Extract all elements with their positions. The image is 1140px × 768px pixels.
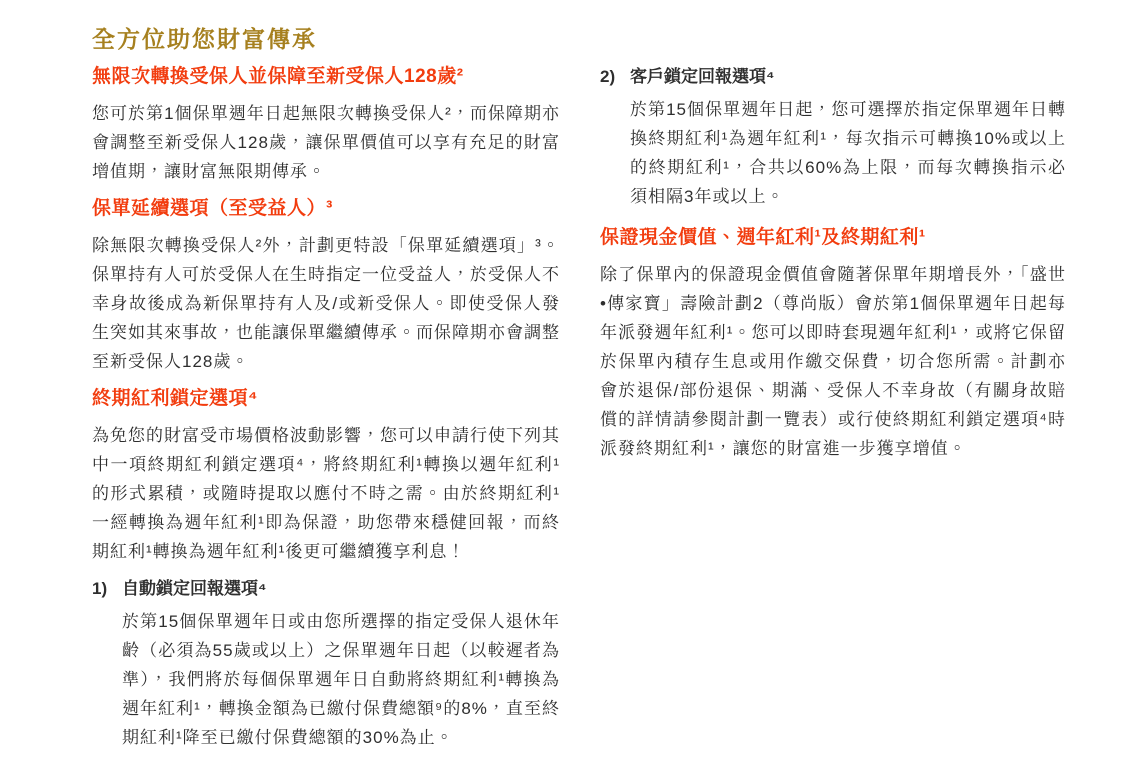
- list-item-content: [122, 578, 560, 752]
- section-body: 除了保單內的保證現金價值會隨著保單年期增長外，「盛世•傳家寶」壽險計劃2（尊尚版）會於第1個保單週年日起每年派發週年紅利¹。您可以即時套現週年紅利¹，或將它保留於保單內積存生息或用作繳交保費，切合您所需。計劃亦會於退保/部份退保、期滿、受保人不幸身故（有關身故賠償的詳情請參閱計劃一覽表）或行使終期紅利鎖定選項⁴時派發終期紅利¹，讓您的財富進一步獲享增值。: [600, 265, 1066, 458]
- list-item-number: 2): [600, 67, 616, 86]
- section-heading: 保單延續選項（至受益人）³: [92, 198, 333, 219]
- right-column: [600, 66, 1066, 475]
- section-body: 除無限次轉換受保人²外，計劃更特設「保單延續選項」³。保單持有人可於受保人在生時指定一位受益人，於受保人不幸身故後成為新保單持有人及/或新受保人。即使受保人發生突如其來事故，也能讓保單繼續傳承。而保障期亦會調整至新受保人128歲。: [92, 236, 560, 371]
- page-title: 全方位助您財富傳承: [92, 26, 317, 52]
- section-heading: 保證現金價值、週年紅利¹及終期紅利¹: [600, 227, 926, 248]
- list-item-title: 自動鎖定回報選項⁴: [122, 579, 267, 598]
- section-heading: 終期紅利鎖定選項⁴: [92, 388, 258, 409]
- section-body: 您可於第1個保單週年日起無限次轉換受保人²，而保障期亦會調整至新受保人128歲，讓保單價值可以享有充足的財富增值期，讓財富無限期傳承。: [92, 104, 560, 181]
- list-item-body: 於第15個保單週年日起，您可選擇於指定保單週年日轉換終期紅利¹為週年紅利¹，每次指示可轉換10%或以上的終期紅利¹，合共以60%為上限，而每次轉換指示必須相隔3年或以上。: [630, 100, 1066, 206]
- section-terminal-dividend-lock-in: [92, 388, 560, 566]
- left-column: [92, 66, 560, 768]
- list-item-body: 於第15個保單週年日或由您所選擇的指定受保人退休年齡（必須為55歲或以上）之保單週年日起（以較遲者為準），我們將於每個保單週年日自動將終期紅利¹轉換為週年紅利¹，轉換金額為已繳付保費總額⁹的8%，直至終期紅利¹降至已繳付保費總額的30%為止。: [122, 612, 560, 747]
- section-body: 為免您的財富受市場價格波動影響，您可以申請行使下列其中一項終期紅利鎖定選項⁴，將終期紅利¹轉換以週年紅利¹的形式累積，或隨時提取以應付不時之需。由於終期紅利¹一經轉換為週年紅利¹即為保證，助您帶來穩健回報，而終期紅利¹轉換為週年紅利¹後更可繼續獲享利息！: [92, 426, 560, 561]
- list-item-client-lock-in-option: [600, 66, 1066, 211]
- list-item-title: 客戶鎖定回報選項⁴: [630, 67, 775, 86]
- section-unlimited-change-insured: [92, 66, 560, 186]
- section-policy-continuation-option: [92, 198, 560, 376]
- section-guaranteed-cash-value-dividends: [600, 227, 1066, 463]
- two-column-layout: [92, 66, 1070, 768]
- list-item-number: 1): [92, 579, 108, 598]
- section-heading: 無限次轉換受保人並保障至新受保人128歲²: [92, 66, 464, 87]
- list-item-auto-lock-in-option: [92, 578, 560, 752]
- list-item-content: [630, 66, 1066, 211]
